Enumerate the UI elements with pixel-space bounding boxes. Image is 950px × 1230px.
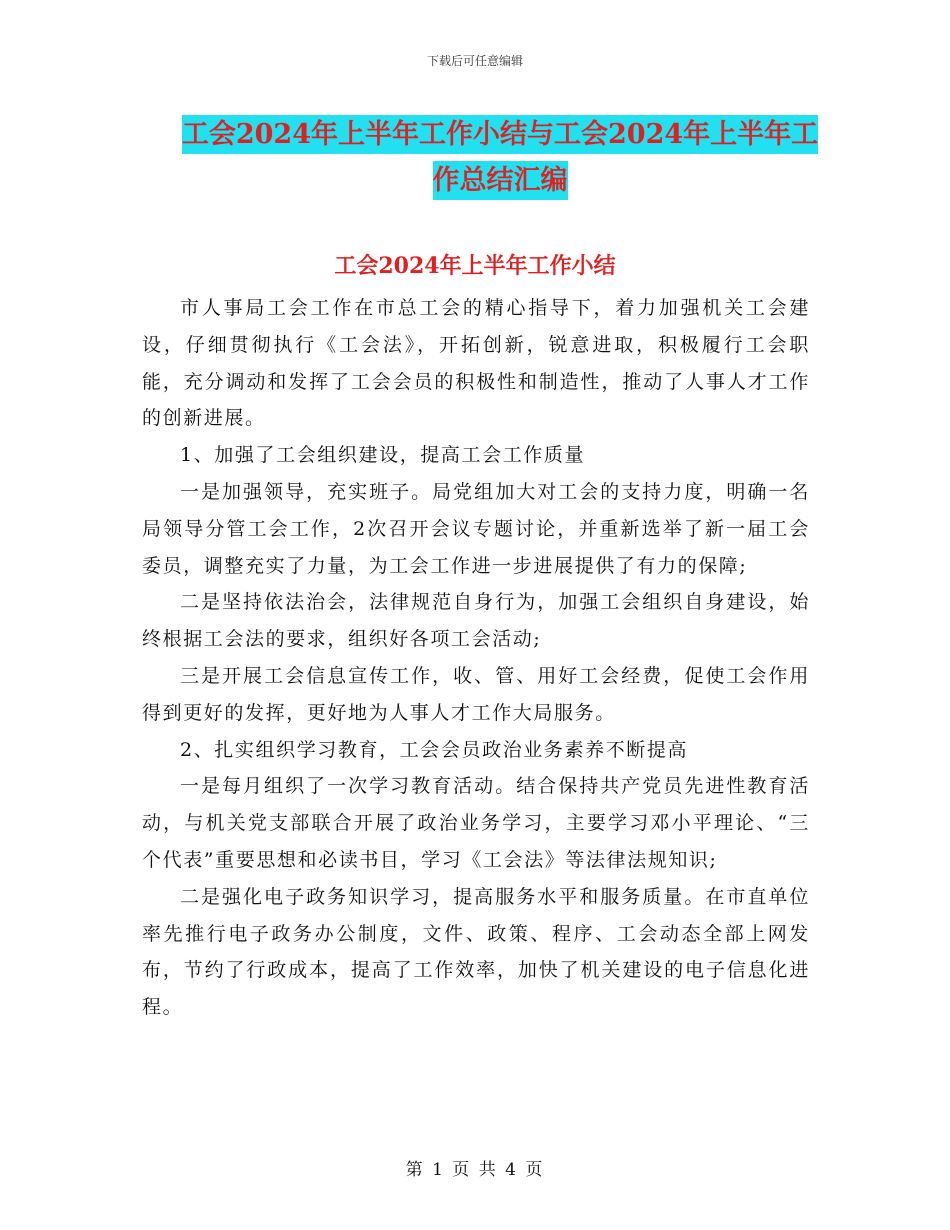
document-title-line-1 — [120, 112, 880, 151]
paragraph: 一是加强领导，充实班子。局党组加大对工会的支持力度，明确一名局领导分管工会工作，2次召开会议专题讨论，并重新选举了新一届工会委员，调整充实了力量，为工会工作进一步进展提供了有力的保障; — [142, 480, 810, 577]
paragraph: 市人事局工会工作在市总工会的精心指导下，着力加强机关工会建设，仔细贯彻执行《工会法》，开拓创新，锐意进取，积极履行工会职能，充分调动和发挥了工会会员的积极性和制造性，推动了人事人才工作的创新进展。 — [142, 297, 810, 430]
paragraph: 二是强化电子政务知识学习，提高服务水平和服务质量。在市直单位率先推行电子政务办公制度，文件、政策、程序、工会动态全部上网发布，节约了行政成本，提高了工作效率，加快了机关建设的电子信息化进程。 — [142, 885, 810, 1019]
document-body — [142, 290, 810, 1026]
section-title: 工会2024年上半年工作小结 — [334, 253, 616, 279]
header-note: 下载后可任意编辑 — [426, 54, 523, 68]
paragraph: 二是坚持依法治会，法律规范自身行为，加强工会组织自身建设，始终根据工会法的要求，组织好各项工会活动; — [142, 591, 810, 651]
paragraph: 2、扎实组织学习教育，工会会员政治业务素养不断提高 — [180, 738, 689, 761]
page-number-footer: 第 1 页 共 4 页 — [405, 1160, 545, 1180]
document-title-text-1: 工会2024年上半年工作小结与工会2024年上半年工 — [182, 115, 818, 154]
paragraph: 三是开展工会信息宣传工作，收、管、用好工会经费，促使工会作用得到更好的发挥，更好地为人事人才工作大局服务。 — [142, 664, 810, 724]
paragraph: 一是每月组织了一次学习教育活动。结合保持共产党员先进性教育活动，与机关党支部联合开展了政治业务学习，主要学习邓小平理论、“三个代表”重要思想和必读书目，学习《工会法》等法律法规知识; — [142, 775, 810, 871]
document-title-text-2: 作总结汇编 — [433, 161, 568, 200]
document-title-line-2 — [140, 158, 860, 197]
paragraph: 1、加强了工会组织建设，提高工会工作质量 — [180, 444, 586, 467]
